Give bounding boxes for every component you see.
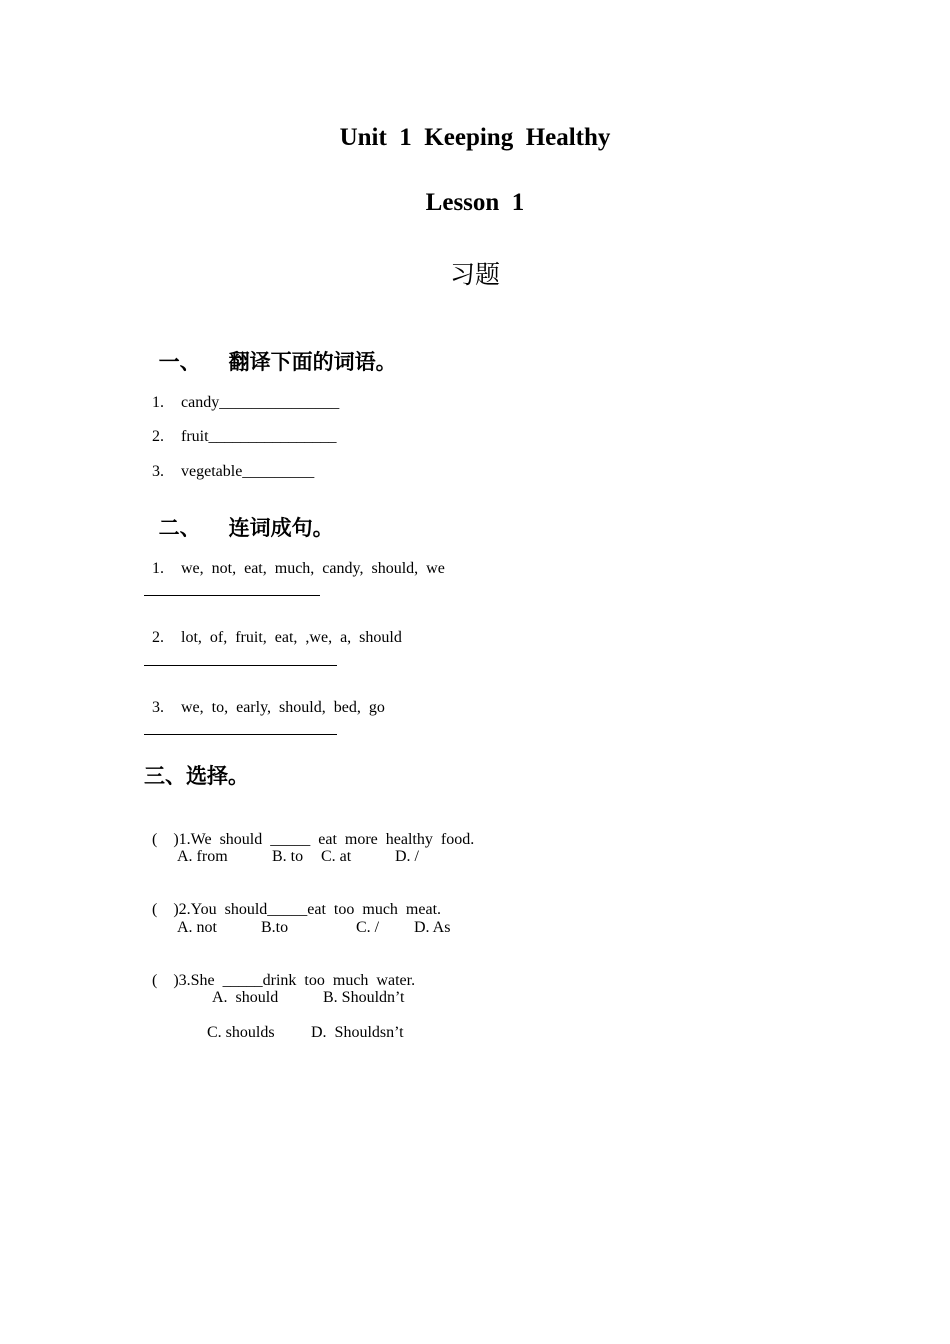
item-number: 1. (152, 394, 164, 411)
item-text: candy_______________ (181, 394, 340, 411)
option-c: C. shoulds (207, 1024, 275, 1041)
unit-title: Unit 1 Keeping Healthy (339, 124, 611, 151)
section-1-title: 翻译下面的词语。 (228, 350, 397, 374)
option-a: A. not (177, 919, 217, 936)
option-d: D. As (414, 919, 451, 936)
answer-line (144, 734, 337, 735)
list-item (144, 611, 402, 647)
option-d: D. / (395, 848, 419, 865)
section-2-number: 二、 (158, 516, 201, 540)
question-stem (144, 954, 415, 990)
item-text: we, to, early, should, bed, go (181, 699, 385, 716)
item-text: we, not, eat, much, candy, should, we (181, 560, 445, 577)
question-text: 2.You should_____eat too much meat. (178, 901, 442, 918)
item-number: 2. (152, 428, 164, 445)
list-item (144, 542, 445, 578)
answer-bracket: ( ) (152, 831, 179, 848)
list-item (144, 376, 339, 412)
exercise-title: 习题 (449, 260, 500, 289)
item-number: 3. (152, 463, 164, 480)
question-text: 1.We should _____ eat more healthy food. (178, 831, 475, 848)
question-stem (144, 883, 441, 919)
option-a: A. from (177, 848, 228, 865)
item-text: lot, of, fruit, eat, ,we, a, should (181, 629, 402, 646)
section-3-heading: 三、选择。 (144, 764, 249, 788)
option-b: B.to (261, 919, 289, 936)
option-b: B. Shouldn’t (323, 989, 405, 1006)
list-item (144, 445, 314, 481)
section-1-number: 一、 (158, 350, 201, 374)
answer-bracket: ( ) (152, 901, 179, 918)
option-d: D. Shouldsn’t (311, 1024, 404, 1041)
question-stem (144, 813, 474, 849)
item-text: fruit________________ (181, 428, 337, 445)
option-c: C. at (321, 848, 352, 865)
item-number: 1. (152, 560, 164, 577)
section-2-title: 连词成句。 (228, 516, 334, 540)
option-c: C. / (356, 919, 380, 936)
section-2-heading (144, 488, 334, 542)
list-item (144, 681, 385, 717)
item-number: 3. (152, 699, 164, 716)
lesson-title: Lesson 1 (425, 189, 525, 216)
section-1-heading (144, 322, 397, 376)
question-text: 3.She _____drink too much water. (178, 972, 416, 989)
answer-bracket: ( ) (152, 972, 179, 989)
option-b: B. to (272, 848, 304, 865)
item-text: vegetable_________ (181, 463, 315, 480)
list-item (144, 410, 337, 446)
answer-line (144, 665, 337, 666)
option-a: A. should (212, 989, 279, 1006)
item-number: 2. (152, 629, 164, 646)
answer-line (144, 595, 320, 596)
